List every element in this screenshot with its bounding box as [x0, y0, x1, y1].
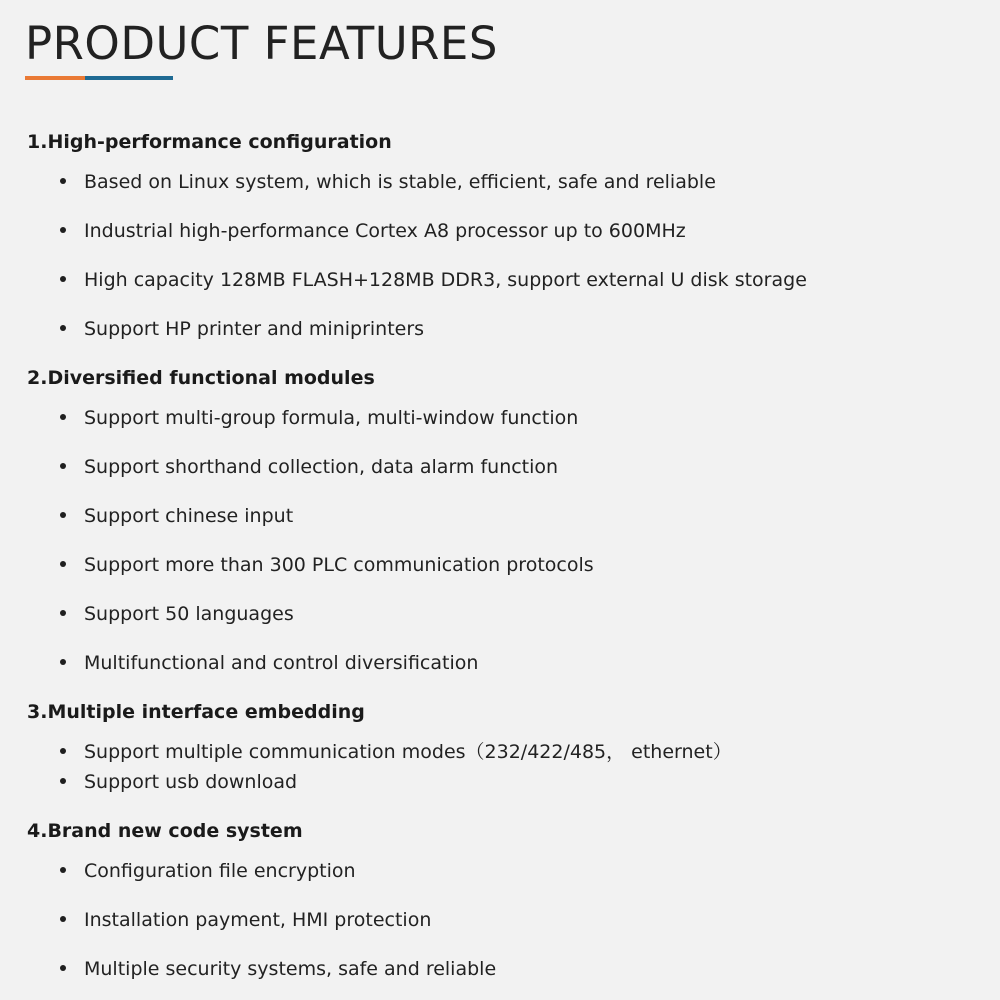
feature-item-text: Based on Linux system, which is stable, efficient, safe and reliable — [84, 171, 716, 193]
bullet-icon — [60, 748, 66, 754]
feature-item-text: Support HP printer and miniprinters — [84, 318, 425, 340]
feature-item — [60, 770, 297, 794]
bullet-icon — [60, 561, 66, 567]
feature-item — [60, 406, 578, 430]
feature-item — [60, 908, 431, 932]
underline-orange-segment — [25, 76, 85, 80]
bullet-icon — [60, 325, 66, 331]
feature-item — [60, 651, 478, 675]
bullet-icon — [60, 659, 66, 665]
feature-item — [60, 740, 732, 764]
feature-item — [60, 170, 716, 194]
bullet-icon — [60, 178, 66, 184]
page-title: PRODUCT FEATURES — [25, 17, 498, 70]
feature-item-text: Support multi-group formula, multi-window function — [84, 407, 579, 429]
bullet-icon — [60, 512, 66, 518]
bullet-icon — [60, 414, 66, 420]
feature-item-text: Support 50 languages — [84, 603, 294, 625]
section-heading-3: 3.Multiple interface embedding — [27, 701, 365, 723]
feature-item — [60, 957, 496, 981]
feature-item-text: Support usb download — [84, 771, 298, 793]
feature-item-text: Support chinese input — [84, 505, 294, 527]
feature-item-text: Industrial high-performance Cortex A8 processor up to 600MHz — [84, 220, 686, 242]
feature-item — [60, 455, 558, 479]
feature-item — [60, 504, 293, 528]
underline-blue-segment — [85, 76, 173, 80]
feature-item — [60, 268, 807, 292]
feature-item — [60, 859, 356, 883]
bullet-icon — [60, 916, 66, 922]
feature-item-text: Support more than 300 PLC communication protocols — [84, 554, 594, 576]
bullet-icon — [60, 610, 66, 616]
feature-item-text: Multiple security systems, safe and reliable — [84, 958, 497, 980]
bullet-icon — [60, 276, 66, 282]
bullet-icon — [60, 227, 66, 233]
section-heading-2: 2.Diversified functional modules — [27, 367, 375, 389]
feature-item — [60, 553, 594, 577]
title-underline — [25, 76, 173, 80]
feature-item — [60, 219, 686, 243]
feature-item — [60, 317, 424, 341]
feature-item-text: Configuration file encryption — [84, 860, 356, 882]
feature-item — [60, 602, 294, 626]
feature-item-text: Installation payment, HMI protection — [84, 909, 432, 931]
feature-item-text: Support multiple communication modes（232/422/485， ethernet） — [84, 741, 732, 763]
section-heading-1: 1.High-performance configuration — [27, 131, 392, 153]
feature-item-text: Support shorthand collection, data alarm function — [84, 456, 559, 478]
feature-item-text: Multifunctional and control diversification — [84, 652, 479, 674]
bullet-icon — [60, 867, 66, 873]
bullet-icon — [60, 778, 66, 784]
feature-item-text: High capacity 128MB FLASH+128MB DDR3, support external U disk storage — [84, 269, 807, 291]
bullet-icon — [60, 463, 66, 469]
bullet-icon — [60, 965, 66, 971]
section-heading-4: 4.Brand new code system — [27, 820, 303, 842]
